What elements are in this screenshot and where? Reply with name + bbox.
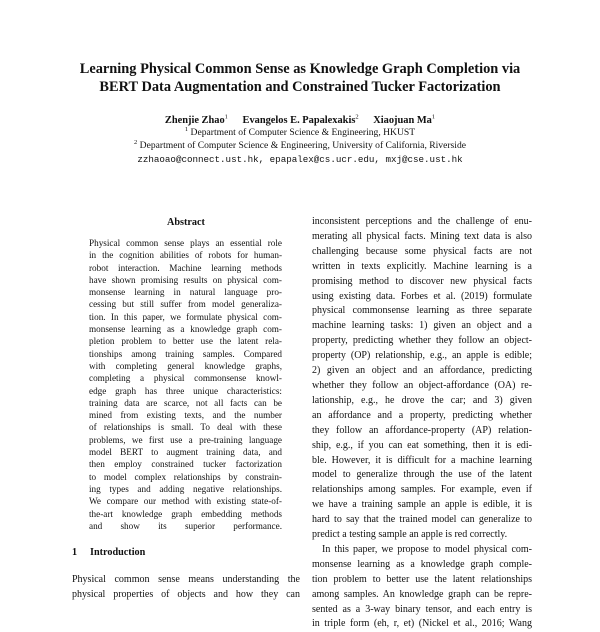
title-line-2: BERT Data Augmentation and Constrained Tucker Factorization: [99, 79, 501, 95]
text-line: using existing data. Forbes et al. (2019) formulate: [312, 290, 532, 302]
text-line: problems, we first use a pre-training language: [89, 434, 282, 445]
text-line: to model complex relationships by constrain-: [89, 471, 282, 482]
section-heading-introduction: [72, 547, 145, 559]
abstract-heading: Abstract: [167, 217, 205, 228]
text-line: tion problem to better use the latent relationships: [312, 573, 532, 585]
text-line: physical commonsense learning as three separate: [312, 305, 532, 317]
text-line: monsense learning as a knowledge graph com-: [89, 324, 282, 335]
affiliation-mark: 2: [355, 113, 359, 121]
author-name: Xiaojuan Ma: [373, 115, 432, 126]
text-line: mined from existing texts, and the number: [89, 410, 282, 421]
text-line: tion. In this paper, we formulate physical com-: [89, 311, 282, 322]
text-line: they follow an affordance-property (AP) relation-: [312, 424, 532, 436]
text-line: monsense learning in natural language pro-: [89, 287, 282, 298]
text-line: predict a testing sample an apple is red correctly.: [312, 529, 508, 541]
text-line: the-art knowledge graph embedding methods: [89, 508, 282, 519]
affiliation-text: Department of Computer Science & Engineering, HKUST: [190, 127, 416, 138]
text-line: robot interaction. Machine learning methods: [89, 262, 282, 273]
text-line: model BERT to augment training data, and: [89, 447, 282, 458]
text-line: monsense learning as a knowledge graph comple-: [312, 558, 532, 570]
text-line: completing a physical commonsense knowl-: [89, 373, 282, 384]
text-line: an affordance and a property, predicting whether: [312, 409, 532, 421]
affiliation-1: [40, 127, 560, 139]
paper-title: [40, 60, 560, 96]
text-line: property (OP) relationship, e.g., an apple is edible;: [312, 350, 532, 362]
text-line: ble. However, it is difficult for a machine learning: [312, 454, 532, 466]
right-column-body: [312, 215, 532, 632]
text-line: we have a training sample an apple is edible, it is: [312, 499, 532, 511]
abstract-body: [89, 237, 282, 532]
text-line: machine learning tasks: 1) given an object and a: [312, 320, 532, 332]
text-line: then employ constrained tucker factorization: [89, 459, 282, 470]
text-line: Physical common sense means understanding the: [72, 574, 300, 585]
text-line: in triple form (eh, r, et) (Nickel et al., 2016; Wang: [312, 618, 532, 630]
text-line: merating all physical facts. Mining text data is also: [312, 230, 532, 242]
text-line: cessing but still suffer from model generaliza-: [89, 299, 282, 310]
text-line: with completing general knowledge graphs,: [89, 360, 282, 371]
text-line: Physical common sense plays an essential role: [89, 238, 282, 248]
affiliation-mark: 1: [224, 113, 228, 121]
text-line: edge graph has three unique characteristics:: [89, 385, 282, 396]
text-line: pletion problem to better use the latent rela-: [89, 336, 282, 347]
section-number: 1: [72, 547, 78, 558]
author-emails: zzhaoao@connect.ust.hk, epapalex@cs.ucr.edu, mxj@cse.ust.hk: [137, 154, 463, 165]
text-line: ing types and adding negative relationships.: [89, 483, 282, 494]
text-line: whether they follow an object-affordance (OA) re-: [312, 379, 532, 391]
text-line: 2) given an object and an affordance, predicting: [312, 365, 532, 377]
affiliation-mark: 1: [431, 113, 436, 121]
text-line: written in texts explicitly. Machine learning is a: [312, 260, 532, 272]
author-list: [40, 114, 560, 127]
text-line: of relationships is small. To deal with these: [89, 422, 282, 433]
text-line: In this paper, we propose to model physical com-: [322, 543, 532, 555]
affiliation-2: [40, 140, 560, 152]
author: [165, 115, 228, 126]
author-name: Evangelos E. Papalexakis: [242, 115, 356, 126]
author: [243, 115, 359, 126]
text-line: in the cognition abilities of robots for human-: [89, 250, 282, 261]
section-title: Introduction: [90, 547, 146, 558]
text-line: model to generalize through the use of the latent: [312, 469, 532, 481]
title-line-1: Learning Physical Common Sense as Knowledge Graph Completion via: [79, 61, 521, 77]
affiliation-mark: 1: [184, 125, 189, 133]
text-line: and show its superior performance.: [89, 520, 282, 531]
introduction-body: [72, 573, 300, 602]
text-line: relationships among samples. For example, even if: [312, 484, 532, 496]
text-line: inconsistent perceptions and the challenge of enu-: [312, 216, 532, 227]
text-line: among samples. An knowledge graph can be repre-: [312, 588, 532, 600]
author: [373, 115, 435, 126]
text-line: We compare our method with existing state-of-: [89, 496, 282, 507]
affiliation-mark: 2: [133, 138, 138, 146]
text-line: sented as a 3-way binary tensor, and each entry is: [312, 603, 532, 615]
text-line: challenging because some physical facts are not: [312, 245, 532, 257]
text-line: training data are scarce, not all facts can be: [89, 397, 282, 408]
author-name: Zhenjie Zhao: [164, 115, 225, 126]
text-line: property, predicting whether they follow an object-: [312, 335, 532, 347]
text-line: have shown promising results on physical com-: [89, 274, 282, 285]
text-line: ship, e.g., if you can eat something, then it is edi-: [312, 439, 532, 451]
text-line: physical properties of objects and how they can: [72, 588, 300, 600]
text-line: promising method to discover new physical facts: [312, 275, 532, 287]
text-line: hard to say that the trained model can generalize to: [312, 514, 532, 526]
text-line: tionships among training samples. Compared: [89, 348, 282, 359]
text-line: lationship, e.g., he drove the car; and 3) given: [312, 394, 532, 406]
affiliation-text: Department of Computer Science & Engineering, University of California, Riverside: [139, 140, 467, 151]
